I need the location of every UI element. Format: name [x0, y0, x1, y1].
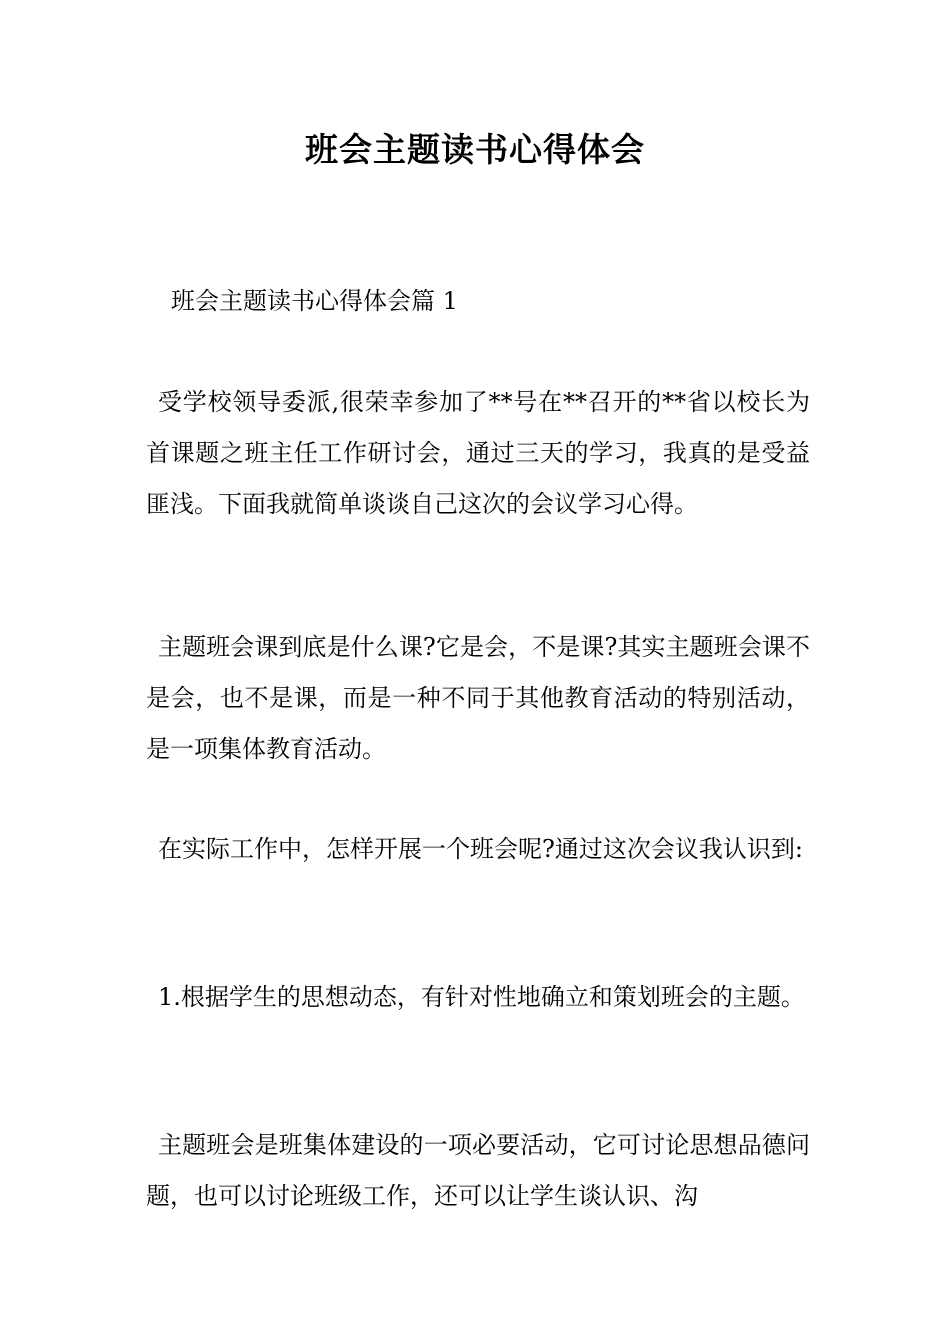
document-title: 班会主题读书心得体会 — [305, 130, 645, 169]
paragraph-2: 主题班会课到底是什么课?它是会，不是课?其实主题班会课不是会，也不是课，而是一种不同于其他教育活动的特别活动，是一项集体教育活动。 — [146, 633, 810, 763]
paragraph-1: 受学校领导委派,很荣幸参加了**号在**召开的**省以校长为首课题之班主任工作研讨会，通过三天的学习，我真的是受益匪浅。下面我就简单谈谈自己这次的会议学习心得。 — [146, 388, 810, 518]
section-heading: 班会主题读书心得体会篇 1 — [171, 287, 458, 315]
paragraph-4: 1.根据学生的思想动态，有针对性地确立和策划班会的主题。 — [158, 983, 805, 1011]
paragraph-3: 在实际工作中，怎样开展一个班会呢?通过这次会议我认识到: — [158, 835, 803, 863]
paragraph-5: 主题班会是班集体建设的一项必要活动，它可讨论思想品德问题，也可以讨论班级工作，还可以让学生谈认识、沟 — [146, 1131, 810, 1210]
